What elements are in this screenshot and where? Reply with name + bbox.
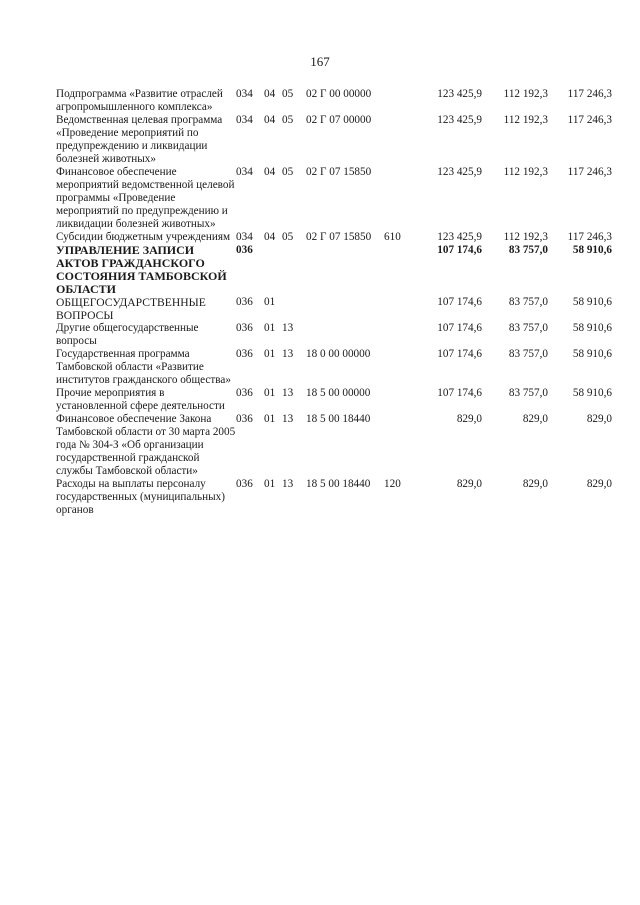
row-amount-year3: 58 910,6 — [572, 387, 612, 399]
row-grbs-code: 036 — [236, 322, 253, 334]
row-amount-year2: 83 757,0 — [508, 322, 548, 334]
row-expense-type-code — [384, 296, 414, 322]
row-name: Финансовое обеспечение мероприятий ведомственной целевой программы «Проведение мероприятий по предупреждению и ликвидации болезней животных» — [56, 166, 235, 230]
row-subsection-code: 13 — [282, 387, 294, 399]
row-amount-year3: 58 910,6 — [572, 322, 612, 334]
row-expense-type-code — [384, 348, 414, 387]
row-amount-year2: 83 757,0 — [508, 348, 548, 360]
row-section-code: 01 — [264, 348, 276, 360]
row-amount-year1: 829,0 — [456, 478, 482, 490]
row-expense-type-code — [384, 387, 414, 413]
row-subsection-code: 05 — [282, 166, 294, 178]
row-amount-year1: 107 174,6 — [437, 244, 482, 256]
row-name: Подпрограмма «Развитие отраслей агропромышленного комплекса» — [56, 88, 223, 113]
row-grbs-code: 034 — [236, 88, 253, 100]
row-grbs-code: 036 — [236, 413, 253, 425]
row-expense-type-code: 610 — [384, 231, 401, 243]
row-grbs-code: 034 — [236, 231, 253, 243]
row-name: Ведомственная целевая программа «Проведение мероприятий по предупреждению и ликвидации болезней животных» — [56, 114, 223, 165]
row-expense-type-code — [384, 244, 414, 296]
row-subsection-code — [282, 244, 306, 296]
row-subsection-code: 05 — [282, 88, 294, 100]
row-subsection-code: 05 — [282, 231, 294, 243]
row-target-article-code: 02 Г 00 00000 — [306, 88, 372, 100]
row-amount-year3: 58 910,6 — [572, 244, 612, 256]
row-section-code: 01 — [264, 296, 276, 308]
row-section-code: 04 — [264, 88, 276, 100]
row-target-article-code: 02 Г 07 00000 — [306, 114, 372, 126]
row-expense-type-code — [384, 322, 414, 348]
table-row — [56, 478, 612, 517]
table-row — [56, 166, 612, 231]
row-amount-year1: 123 425,9 — [437, 88, 482, 100]
row-target-article-code: 02 Г 07 15850 — [306, 166, 372, 178]
row-grbs-code: 034 — [236, 114, 253, 126]
row-amount-year1: 107 174,6 — [437, 322, 482, 334]
table-row — [56, 114, 612, 166]
row-amount-year3: 117 246,3 — [567, 231, 612, 243]
row-name: Государственная программа Тамбовской области «Развитие институтов гражданского общества» — [56, 348, 231, 386]
row-section-code: 04 — [264, 166, 276, 178]
page-number: 167 — [310, 54, 330, 69]
table-row — [56, 88, 612, 114]
table-row — [56, 244, 612, 296]
row-amount-year1: 123 425,9 — [437, 114, 482, 126]
row-grbs-code: 036 — [236, 478, 253, 490]
row-expense-type-code — [384, 413, 414, 478]
table-row — [56, 348, 612, 387]
table-row — [56, 387, 612, 413]
row-grbs-code: 036 — [236, 244, 253, 256]
row-amount-year2: 112 192,3 — [503, 88, 548, 100]
row-amount-year1: 107 174,6 — [437, 348, 482, 360]
row-amount-year1: 829,0 — [456, 413, 482, 425]
row-expense-type-code — [384, 114, 414, 166]
row-name: Расходы на выплаты персоналу государственных (муниципальных) органов — [56, 478, 225, 516]
row-grbs-code: 036 — [236, 387, 253, 399]
row-target-article-code: 18 0 00 00000 — [306, 348, 371, 360]
row-amount-year3: 117 246,3 — [567, 114, 612, 126]
row-grbs-code: 036 — [236, 348, 253, 360]
row-name: УПРАВЛЕНИЕ ЗАПИСИ АКТОВ ГРАЖДАНСКОГО СОСТОЯНИЯ ТАМБОВСКОЙ ОБЛАСТИ — [56, 243, 227, 296]
row-section-code: 01 — [264, 413, 276, 425]
row-amount-year3: 117 246,3 — [567, 88, 612, 100]
row-section-code: 04 — [264, 231, 276, 243]
row-target-article-code: 02 Г 07 15850 — [306, 231, 372, 243]
row-section-code: 04 — [264, 114, 276, 126]
row-amount-year2: 112 192,3 — [503, 166, 548, 178]
row-name: Другие общегосударственные вопросы — [56, 322, 199, 347]
table-row — [56, 322, 612, 348]
row-expense-type-code — [384, 88, 414, 114]
row-amount-year2: 112 192,3 — [503, 114, 548, 126]
row-amount-year2: 83 757,0 — [508, 387, 548, 399]
row-target-article-code — [306, 244, 384, 296]
row-expense-type-code — [384, 166, 414, 231]
row-section-code — [264, 244, 282, 296]
row-subsection-code: 13 — [282, 322, 294, 334]
row-amount-year2: 829,0 — [522, 413, 548, 425]
row-name: Финансовое обеспечение Закона Тамбовской области от 30 марта 2005 года № 304-З «Об организации государственной гражданской службы Тамбовской области» — [56, 413, 236, 477]
row-amount-year1: 123 425,9 — [437, 166, 482, 178]
row-section-code: 01 — [264, 387, 276, 399]
row-grbs-code: 036 — [236, 296, 253, 308]
row-grbs-code: 034 — [236, 166, 253, 178]
row-subsection-code: 13 — [282, 348, 294, 360]
row-amount-year1: 123 425,9 — [437, 231, 482, 243]
row-amount-year1: 107 174,6 — [437, 387, 482, 399]
row-section-code: 01 — [264, 478, 276, 490]
row-name: ОБЩЕГОСУДАРСТВЕННЫЕ ВОПРОСЫ — [56, 296, 206, 322]
row-amount-year3: 58 910,6 — [572, 296, 612, 308]
row-subsection-code — [282, 296, 306, 322]
row-amount-year2: 83 757,0 — [508, 296, 548, 308]
row-amount-year3: 117 246,3 — [567, 166, 612, 178]
row-expense-type-code: 120 — [384, 478, 401, 490]
table-row — [56, 296, 612, 322]
row-amount-year3: 829,0 — [586, 478, 612, 490]
row-target-article-code: 18 5 00 00000 — [306, 387, 371, 399]
row-target-article-code — [306, 322, 384, 348]
row-amount-year3: 829,0 — [586, 413, 612, 425]
row-subsection-code: 13 — [282, 413, 294, 425]
row-amount-year2: 829,0 — [522, 478, 548, 490]
budget-table-body — [56, 88, 612, 517]
row-amount-year2: 112 192,3 — [503, 231, 548, 243]
row-section-code: 01 — [264, 322, 276, 334]
row-amount-year3: 58 910,6 — [572, 348, 612, 360]
row-subsection-code: 13 — [282, 478, 294, 490]
table-row — [56, 413, 612, 478]
row-amount-year1: 107 174,6 — [437, 296, 482, 308]
row-amount-year2: 83 757,0 — [508, 244, 548, 256]
row-target-article-code — [306, 296, 384, 322]
row-target-article-code: 18 5 00 18440 — [306, 413, 371, 425]
row-subsection-code: 05 — [282, 114, 294, 126]
row-target-article-code: 18 5 00 18440 — [306, 478, 371, 490]
budget-table — [56, 88, 612, 517]
row-name: Прочие мероприятия в установленной сфере деятельности — [56, 387, 225, 412]
row-name: Субсидии бюджетным учреждениям — [56, 231, 231, 243]
